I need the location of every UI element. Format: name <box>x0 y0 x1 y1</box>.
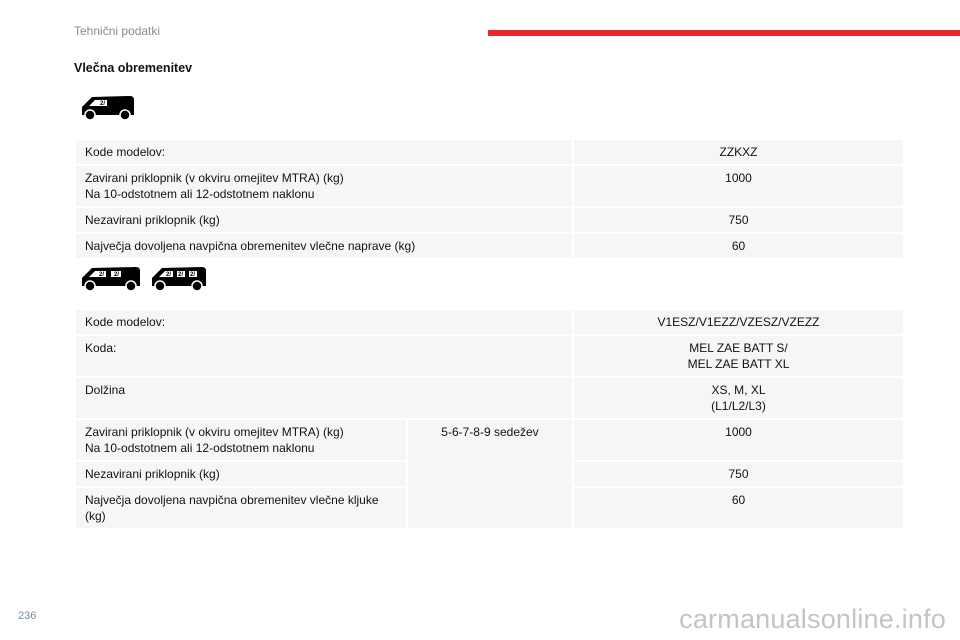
table-cell-label: Nezavirani priklopnik (kg) <box>75 207 573 233</box>
header-accent-bar <box>488 30 960 36</box>
towing-table-2 <box>74 308 905 530</box>
table-row <box>75 139 904 165</box>
section-title: Vlečna obremenitev <box>74 61 193 75</box>
table-cell-value: 1000 <box>573 165 904 207</box>
table-cell-value: 60 <box>573 233 904 259</box>
svg-text:2/: 2/ <box>190 272 196 278</box>
table-cell-label: Največja dovoljena navpična obremenitev vlečne kljuke (kg) <box>75 487 407 529</box>
table-cell-label: Kode modelov: <box>75 139 573 165</box>
table-cell-label: Nezavirani priklopnik (kg) <box>75 461 407 487</box>
van-short-icon <box>76 93 136 122</box>
table-cell-value: 1000 <box>573 419 904 461</box>
table-cell-value: 60 <box>573 487 904 529</box>
table-cell-label: Največja dovoljena navpična obremenitev vlečne naprave (kg) <box>75 233 573 259</box>
table-row <box>75 165 904 207</box>
table-cell-value: V1ESZ/V1EZZ/VZESZ/VZEZZ <box>573 309 904 335</box>
watermark: carmanualsonline.info <box>679 604 946 634</box>
table-cell-value: 750 <box>573 207 904 233</box>
page-number: 236 <box>18 610 37 622</box>
towing-table-1 <box>74 138 905 260</box>
table-cell-value: XS, M, XL (L1/L2/L3) <box>573 377 904 419</box>
svg-text:2/: 2/ <box>166 272 172 278</box>
table-cell-label: Zavirani priklopnik (v okviru omejitev MTRA) (kg) Na 10-odstotnem ali 12-odstotnem naklonu <box>75 165 573 207</box>
table-row <box>75 207 904 233</box>
table-row <box>75 419 904 461</box>
table-cell-label: Dolžina <box>75 377 573 419</box>
table-cell-label: Koda: <box>75 335 573 377</box>
table-row <box>75 309 904 335</box>
svg-text:2/: 2/ <box>99 272 105 278</box>
seats-cell: 5-6-7-8-9 sedežev <box>407 419 573 529</box>
table-row <box>75 377 904 419</box>
table-row <box>75 335 904 377</box>
svg-text:2/: 2/ <box>178 272 184 278</box>
table-cell-value: MEL ZAE BATT S/ MEL ZAE BATT XL <box>573 335 904 377</box>
van-medium-icon <box>76 264 142 293</box>
page-header-title: Tehnični podatki <box>74 24 161 38</box>
table-cell-value: ZZKXZ <box>573 139 904 165</box>
table-cell-value: 750 <box>573 461 904 487</box>
table-cell-label: Zavirani priklopnik (v okviru omejitev MTRA) (kg) Na 10-odstotnem ali 12-odstotnem naklonu <box>75 419 407 461</box>
table-cell-label: Kode modelov: <box>75 309 573 335</box>
svg-text:2/: 2/ <box>100 101 106 107</box>
van-long-icon <box>146 264 208 293</box>
table-row <box>75 233 904 259</box>
svg-text:2/: 2/ <box>114 272 120 278</box>
